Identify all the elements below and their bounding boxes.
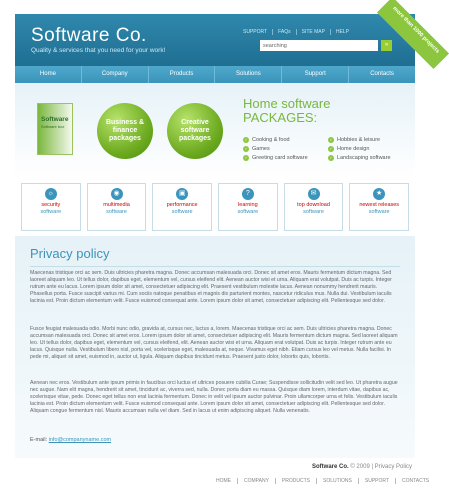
search-button[interactable]: » xyxy=(381,40,392,51)
check-icon: ✓ xyxy=(329,146,333,151)
service-sublabel: software xyxy=(303,208,324,215)
email-line xyxy=(30,437,111,443)
service-learning[interactable] xyxy=(218,183,278,231)
service-sublabel: software xyxy=(237,208,259,215)
tagline: Quality & services that you need for your work! xyxy=(31,47,166,54)
projects-ribbon: more than 1000 projects xyxy=(377,0,449,69)
paragraph-1: Maecenas tristique orci ac sem. Duis ultricies pharetra magna. Donec accumsan malesuada orci. Donec sit amet eros. Mauris fermentum dictum magna. Sed laoreet aliquam leo. Ut tellus dolor, dapibus eget, elementum vel, cursus eleifend elit. Aenean auctor wisi et urna. Aliquam erat volutpat. Duis ac turpis. Integer rutrum ante eu lacus. Lorem ipsum dolor sit amet, consectetuer adipiscing elit. Praesent vestibulum molestie lacus. Aenean nonummy hendrerit mauris. Phasellus porta. Fusce suscipit varius mi. Cum sociis natoque penatibus et magnis dis parturient montes, nascetur ridiculus mus. Nulla dui. Vestibulum iaculis lacinia est. Proin dictum elementum velit. Fusce euismod consequat ante. Lorem ipsum dolor sit amet, consectetuer adipiscing elit. Pellentesque sed dolor. xyxy=(30,270,392,305)
divider xyxy=(30,266,400,267)
service-label: learning xyxy=(238,202,258,208)
ribbon-wrap xyxy=(355,0,441,75)
check-icon: ✓ xyxy=(244,146,248,151)
check-icon: ✓ xyxy=(244,155,248,160)
top-link-support[interactable]: SUPPORT xyxy=(243,29,268,35)
software-box-image xyxy=(37,103,73,155)
service-newest-releases[interactable] xyxy=(349,183,409,231)
nav-support[interactable]: Support xyxy=(282,66,349,83)
check-icon: ✓ xyxy=(329,155,333,160)
footer-links xyxy=(210,478,435,484)
hero-title-line1: Home software xyxy=(243,96,331,111)
list-item-label: Home design xyxy=(337,146,370,152)
service-label: performance xyxy=(166,202,198,208)
box-subtitle: Software box xyxy=(41,124,65,129)
hero-title xyxy=(243,97,330,125)
packages-list xyxy=(243,137,413,161)
service-top-download[interactable] xyxy=(284,183,344,231)
list-item-label: Cooking & food xyxy=(252,137,290,143)
service-sublabel: software xyxy=(106,208,127,215)
list-item[interactable] xyxy=(243,146,328,152)
email-link[interactable]: info@companyname.com xyxy=(48,437,112,443)
list-item[interactable] xyxy=(243,137,328,143)
nav-products[interactable]: Products xyxy=(149,66,216,83)
envelope-icon: ✉ xyxy=(308,188,320,200)
copyright xyxy=(312,464,412,470)
service-security[interactable] xyxy=(21,183,81,231)
business-finance-ball[interactable] xyxy=(97,103,153,159)
services-row xyxy=(15,183,415,231)
check-icon: ✓ xyxy=(329,137,333,142)
service-sublabel: software xyxy=(171,208,193,215)
service-sublabel: software xyxy=(368,208,390,215)
list-item-label: Landscaping software xyxy=(337,155,391,161)
top-links xyxy=(243,29,354,35)
top-link-site-map[interactable]: SITE MAP xyxy=(296,29,330,35)
creative-software-ball[interactable] xyxy=(167,103,223,159)
email-label: E-mail: xyxy=(30,437,48,443)
nav-solutions[interactable]: Solutions xyxy=(215,66,282,83)
footer-link-contacts[interactable]: CONTACTS xyxy=(395,478,435,484)
list-item[interactable] xyxy=(243,155,328,161)
page-title: Privacy policy xyxy=(30,246,110,261)
check-icon: ✓ xyxy=(244,137,248,142)
service-label: security xyxy=(41,202,61,208)
footer-link-solutions[interactable]: SOLUTIONS xyxy=(316,478,358,484)
list-item-label: Greeting card software xyxy=(252,155,308,161)
list-item[interactable] xyxy=(328,146,413,152)
box-title: Software xyxy=(41,116,69,123)
footer-link-support[interactable]: SUPPORT xyxy=(358,478,395,484)
footer-link-products[interactable]: PRODUCTS xyxy=(275,478,316,484)
question-icon: ? xyxy=(242,188,254,200)
hero-title-line2: PACKAGES: xyxy=(243,110,318,125)
footer-link-company[interactable]: COMPANY xyxy=(237,478,275,484)
service-performance[interactable] xyxy=(152,183,212,231)
ball-label: Creative software packages xyxy=(179,119,211,142)
service-label: newest releases xyxy=(359,202,400,208)
service-label: multimedia xyxy=(103,202,130,208)
list-item[interactable] xyxy=(328,137,413,143)
footer-brand: Software Co. xyxy=(312,464,349,470)
nav-company[interactable]: Company xyxy=(82,66,149,83)
main-nav xyxy=(15,66,415,83)
main-content xyxy=(15,236,415,458)
list-item-label: Hobbies & leisure xyxy=(337,137,381,143)
footer-link-home[interactable]: HOME xyxy=(216,478,231,484)
hero-banner xyxy=(15,83,415,178)
disc-icon: ◉ xyxy=(111,188,123,200)
monitor-icon: ▣ xyxy=(176,188,188,200)
service-multimedia[interactable] xyxy=(87,183,147,231)
copyright-text[interactable]: © 2009 | Privacy Policy xyxy=(350,464,413,470)
service-label: top download xyxy=(297,202,330,208)
service-sublabel: software xyxy=(40,208,62,215)
ball-label: Business & finance packages xyxy=(105,119,145,142)
star-icon: ★ xyxy=(373,188,385,200)
list-item[interactable] xyxy=(328,155,413,161)
logo[interactable]: Software Co. xyxy=(31,25,147,46)
paragraph-2: Fusce feugiat malesuada odio. Morbi nunc odio, gravida at, cursus nec, luctus a, lorem. Maecenas tristique orci ac sem. Duis ultricies pharetra magna. Donec accumsan malesuada orci. Donec sit amet eros. Lorem ipsum dolor sit amet, consectetuer adipiscing elit. Mauris fermentum dictum magna. Sed laoreet aliquam leo. Ut tellus dolor, dapibus eget, elementum vel, cursus eleifend, elit. Aenean auctor wisi et urna. Aliquam erat volutpat. Duis ac turpis. Integer rutrum ante eu lacus. Quisque nulla. Vestibulum libero nisl, porta vel, scelerisque eget, malesuada at, neque. Vivamus eget nibh. Etiam cursus leo vel metus. Nulla facilisi. In pede mi, aliquet sit amet, euismod in, auctor ut, ligula. Aliquam dapibus tincidunt metus. Praesent justo dolor, lobortis quis, lobortis. xyxy=(30,326,398,361)
paragraph-3: Aenean nec eros. Vestibulum ante ipsum primis in faucibus orci luctus et ultrices posuere cubilia Curae; Suspendisse sollicitudin velit sed leo. Ut pharetra augue nec augue. Nam elit magna, hendrerit sit amet, tincidunt ac, viverra sed, nulla. Donec porta diam eu massa. Quisque diam lorem, interdum vitae, dapibus ac, scelerisque vitae, pede. Donec eget tellus non erat lacinia fermentum. Donec in velit vel ipsum auctor pulvinar. Proin ullamcorper urna et felis. Vestibulum iaculis lacinia est. Proin dictum elementum velit. Fusce euismod consequat ante. Lorem ipsum dolor sit amet, consectetuer adipiscing elit. Pellentesque sed dolor. Aliquam congue fermentum nisl. Mauris accumsan nulla vel diam. Sed in lacus ut enim adipiscing aliquet. Nulla venenatis. xyxy=(30,380,398,415)
nav-home[interactable]: Home xyxy=(15,66,82,83)
top-link-faqs[interactable]: FAQs xyxy=(272,29,296,35)
nav-contacts[interactable]: Contacts xyxy=(370,71,394,77)
list-item-label: Games xyxy=(252,146,270,152)
top-link-help[interactable]: HELP xyxy=(330,29,354,35)
sun-icon: ☼ xyxy=(45,188,57,200)
